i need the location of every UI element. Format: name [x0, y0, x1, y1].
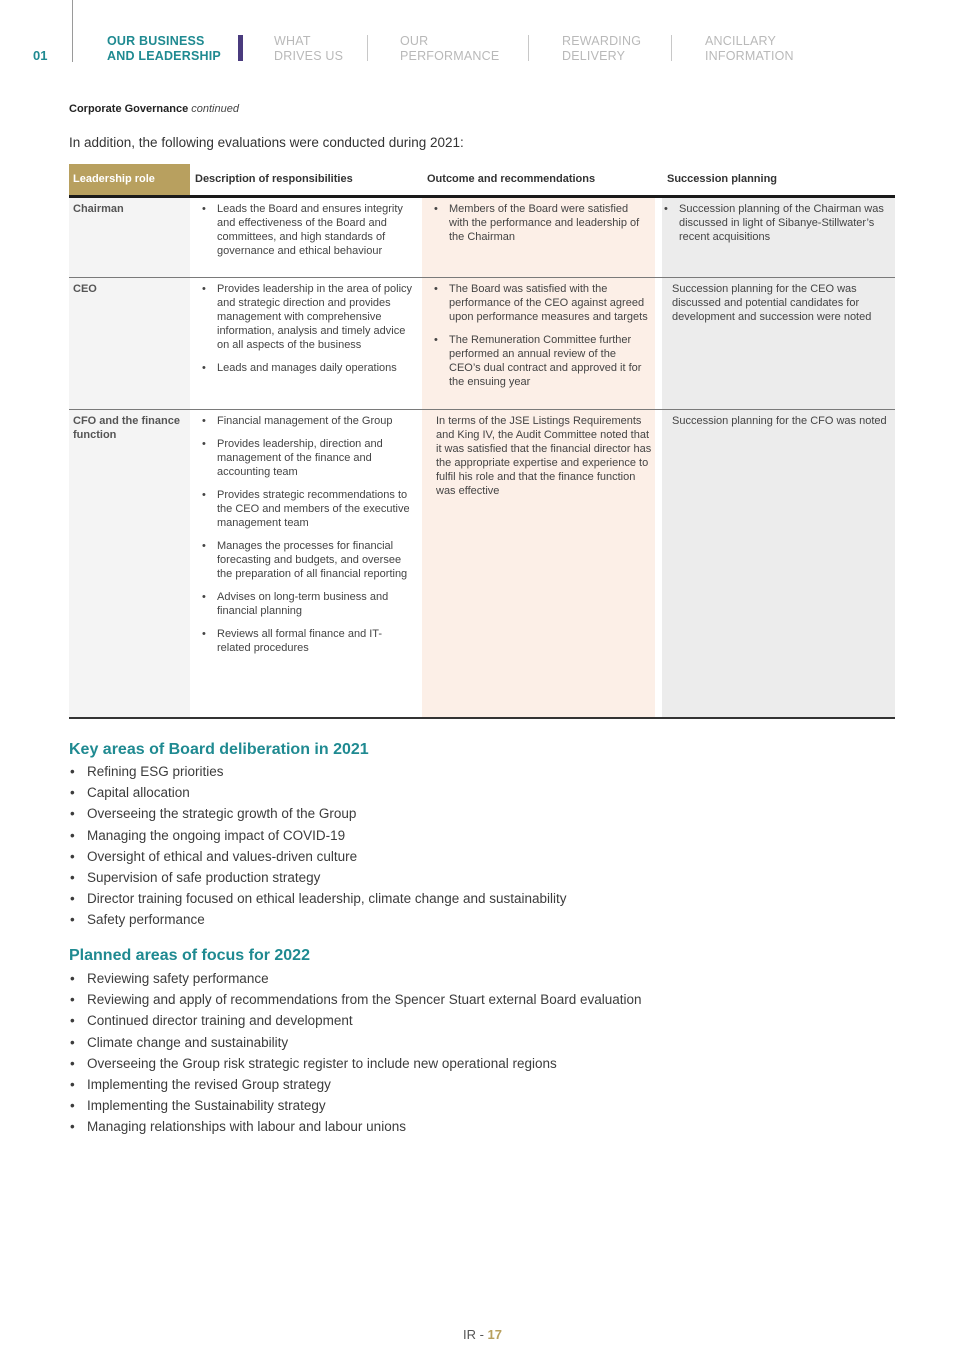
column-header-outcome: Outcome and recommendations [427, 173, 596, 185]
nav-tab-label: PERFORMANCE [400, 49, 500, 63]
page-footer [0, 1327, 965, 1342]
section-number: 01 [33, 48, 48, 63]
column-header-role: Leadership role [69, 164, 190, 195]
description-cell [200, 410, 415, 655]
nav-tab-label: OUR [400, 34, 429, 48]
succession-text: Succession planning for the CFO was noted [672, 415, 887, 427]
top-navigation [0, 0, 965, 80]
nav-separator [671, 35, 672, 61]
list-item: • Implementing the revised Group strategy [69, 1074, 642, 1095]
nav-tab-label: REWARDING [562, 34, 642, 48]
list-item: • Leads and manages daily operations [200, 361, 415, 375]
nav-tab-label: AND LEADERSHIP [107, 49, 221, 63]
list-item: • Implementing the Sustainability strategy [69, 1095, 642, 1116]
table-header [69, 164, 895, 198]
nav-tab-ancillary-information[interactable] [705, 34, 794, 64]
list-item: • Managing relationships with labour and labour unions [69, 1116, 642, 1137]
nav-tab-our-business[interactable] [107, 34, 221, 64]
succession-cell [672, 278, 890, 324]
list-item: • Provides leadership, direction and management of the finance and accounting team [200, 437, 415, 479]
role-cell: CFO and the finance function [73, 415, 180, 441]
outcome-cell [432, 198, 650, 244]
nav-tab-label: DRIVES US [274, 49, 344, 63]
list-item: • Managing the ongoing impact of COVID-19 [69, 825, 567, 846]
nav-divider [72, 0, 73, 62]
column-header-description: Description of responsibilities [195, 173, 353, 185]
nav-tab-label: OUR BUSINESS [107, 34, 205, 48]
cell-background [69, 410, 190, 717]
nav-tab-label: DELIVERY [562, 49, 626, 63]
list-item: • Overseeing the Group risk strategic register to include new operational regions [69, 1053, 642, 1074]
section-title-suffix: continued [191, 103, 239, 115]
list-item: • Financial management of the Group [200, 414, 415, 428]
list-item: • Leads the Board and ensures integrity and effectiveness of the Board and committees, and high standards of governance and ethical behaviour [200, 202, 415, 258]
list-item: • Advises on long-term business and financial planning [200, 590, 415, 618]
list-item: • Reviewing safety performance [69, 968, 642, 989]
section-title-text: Corporate Governance [69, 103, 189, 115]
list-item: • Refining ESG priorities [69, 761, 567, 782]
list-item: • Overseeing the strategic growth of the Group [69, 803, 567, 824]
deliberation-heading: Key areas of Board deliberation in 2021 [69, 741, 369, 758]
list-item: • Succession planning of the Chairman was discussed in light of Sibanye-Stillwater’s recent acquisitions [662, 202, 890, 244]
succession-cell [672, 198, 890, 244]
nav-separator [528, 35, 529, 61]
list-item: • The Remuneration Committee further performed an annual review of the CEO’s dual contract and approved it for the ensuing year [432, 333, 650, 389]
list-item: • Continued director training and development [69, 1010, 642, 1031]
nav-tab-label: INFORMATION [705, 49, 794, 63]
list-item: • Capital allocation [69, 782, 567, 803]
list-item: • The Board was satisfied with the performance of the CEO against agreed upon performance measures and targets [432, 282, 650, 324]
list-item: • Manages the processes for financial forecasting and budgets, and oversee the preparation of all financial reporting [200, 539, 415, 581]
list-item: • Director training focused on ethical leadership, climate change and sustainability [69, 888, 567, 909]
column-header-succession: Succession planning [667, 173, 778, 185]
footer-prefix: IR - [462, 1327, 488, 1342]
description-cell [200, 198, 415, 258]
list-item: • Climate change and sustainability [69, 1032, 642, 1053]
nav-separator [367, 35, 368, 61]
list-item: • Reviewing and apply of recommendations from the Spencer Stuart external Board evaluation [69, 989, 642, 1010]
cell-background [662, 410, 895, 717]
role-cell: Chairman [73, 203, 124, 215]
footer-page-number: 17 [487, 1327, 503, 1342]
deliberation-list [69, 761, 567, 931]
description-cell [200, 278, 415, 375]
list-item: • Oversight of ethical and values-driven culture [69, 846, 567, 867]
list-item: • Provides leadership in the area of policy and strategic direction and provides management with comprehensive information, analysis and timely advice on all aspects of the business [200, 282, 415, 352]
outcome-cell [432, 278, 650, 389]
list-item: • Reviews all formal finance and IT-related procedures [200, 627, 415, 655]
nav-tab-what-drives-us[interactable] [274, 34, 343, 64]
nav-tab-our-performance[interactable] [400, 34, 499, 64]
table-row [69, 278, 895, 410]
active-tab-marker [238, 35, 243, 61]
section-title [69, 103, 239, 115]
cell-background [69, 278, 190, 409]
role-cell: CEO [73, 283, 97, 295]
succession-cell [672, 410, 890, 428]
evaluations-table [69, 164, 895, 719]
list-item: • Members of the Board were satisfied with the performance and leadership of the Chairman [432, 202, 650, 244]
succession-text: Succession planning for the CEO was discussed and potential candidates for development and succession were noted [672, 283, 872, 323]
table-row [69, 198, 895, 278]
list-item: • Provides strategic recommendations to the CEO and members of the executive management team [200, 488, 415, 530]
list-item: • Safety performance [69, 909, 567, 930]
list-item: • Supervision of safe production strategy [69, 867, 567, 888]
outcome-cell [436, 410, 654, 498]
intro-text: In addition, the following evaluations were conducted during 2021: [69, 135, 464, 150]
nav-tab-label: ANCILLARY [705, 34, 777, 48]
outcome-text: In terms of the JSE Listings Requirements and King IV, the Audit Committee noted that it was satisfied that the financial director has the appropriate expertise and experience to fulfil his role and that the finance function was effective [436, 415, 652, 497]
nav-tab-rewarding-delivery[interactable] [562, 34, 641, 64]
focus-list [69, 968, 642, 1138]
focus-heading: Planned areas of focus for 2022 [69, 947, 310, 964]
nav-tab-label: WHAT [274, 34, 311, 48]
table-row [69, 410, 895, 719]
